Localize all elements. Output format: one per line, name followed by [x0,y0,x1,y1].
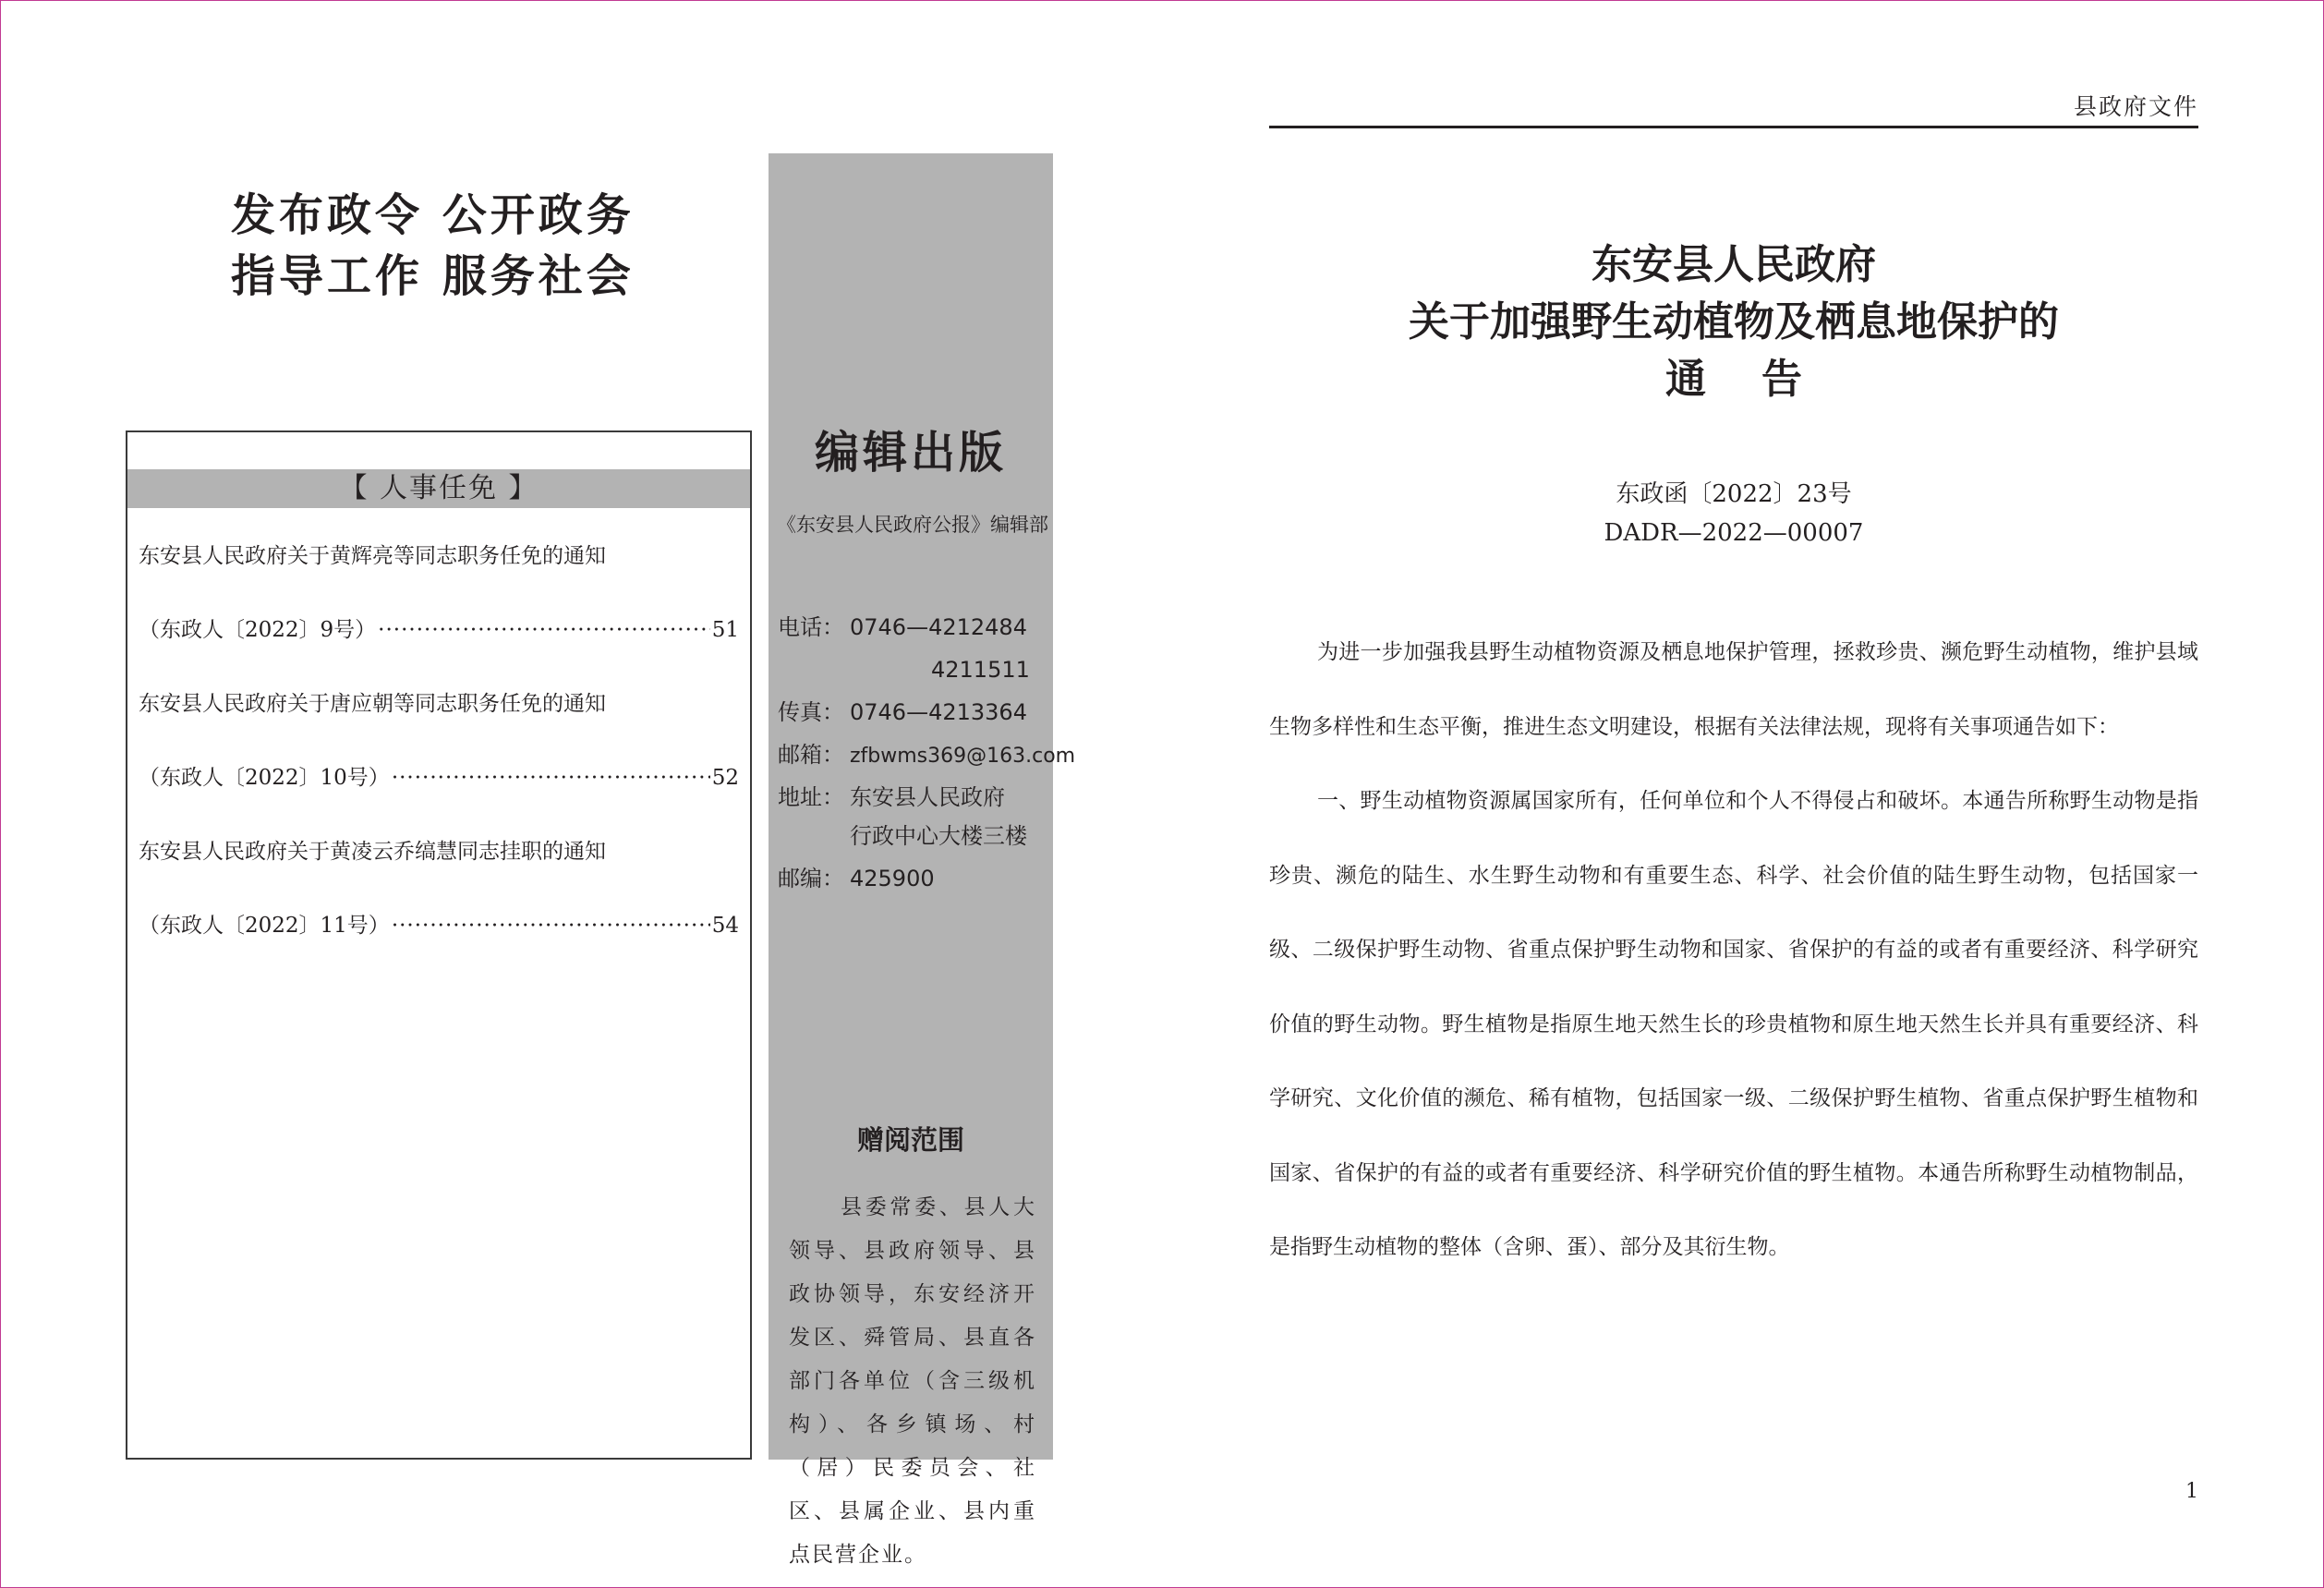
toc-item[interactable] [139,830,739,977]
toc-item-ref: （东政人〔2022〕11号） [139,914,390,938]
fax-value: 0746—4213364 [850,699,1027,725]
toc-item-ref: （东政人〔2022〕9号） [139,618,377,642]
email-value[interactable]: zfbwms369@163.com [850,745,1076,768]
address-value: 东安县人民政府 [850,784,1005,810]
toc-item[interactable] [139,534,739,682]
phone-value-2: 4211511 [931,657,1030,683]
toc-section-title: 【 人事任免 】 [127,469,750,508]
editorial-side-panel [769,153,1076,1567]
document-number-block [1269,475,2198,552]
toc-item-page: 52 [711,766,739,790]
slogan-line-2: 指导工作 服务社会 [231,250,635,302]
postcode-label: 邮编： [778,866,844,891]
address-row [778,776,1049,818]
distribution-title: 赠阅范围 [856,1124,964,1156]
page-number: 1 [2185,1480,2198,1503]
title-line-2: 关于加强野生动植物及栖息地保护的 [1409,298,2059,345]
body-paragraph: 为进一步加强我县野生动植物资源及栖息地保护管理，拯救珍贵、濒危野生动植物，维护县域生物多样性和生态平衡，推进生态文明建设，根据有关法律法规，现将有关事项通告如下： [1269,640,2198,739]
slogan [231,185,748,307]
distribution-text: 县委常委、县人大领导、县政府领导、县政协领导，东安经济开发区、舜管局、县直各部门各单位（含三级机构）、各乡镇场、村（居）民委员会、社区、县属企业、县内重点民营企业。 [789,1195,1036,1567]
phone-row [778,606,1049,649]
address-label: 地址： [778,784,844,810]
postcode-row [778,857,1049,900]
toc-item-title: 东安县人民政府关于唐应朝等同志职务任免的通知 [139,692,606,716]
toc-item[interactable] [139,682,739,830]
table-of-contents [126,430,752,1460]
body-paragraph: 一、野生动植物资源属国家所有，任何单位和个人不得侵占和破坏。本通告所称野生动物是指珍贵、濒危的陆生、水生野生动物和有重要生态、科学、社会价值的陆生野生动物，包括国家一级、二级保护野生动物、省重点保护野生动物和国家、省保护的有益的或者有重要经济、科学研究价值的野生动物。野生植物是指原生地天然生长的珍贵植物和原生地天然生长并具有重要经济、科学研究、文化价值的濒危、稀有植物，包括国家一级、二级保护野生植物、省重点保护野生植物和国家、省保护的有益的或者有重要经济、科学研究价值的野生植物。本通告所称野生动植物制品，是指野生动植物的整体（含卵、蛋）、部分及其衍生物。 [1269,789,2198,1259]
title-line-1: 东安县人民政府 [1592,241,1876,288]
phone-value: 0746—4212484 [850,614,1027,640]
document-body [1269,615,2198,1285]
document-number: 东政函〔2022〕23号 [1616,480,1852,508]
email-row [778,733,1076,778]
email-label: 邮箱： [778,742,844,768]
toc-item-ref-line [139,903,739,977]
toc-list [139,534,739,977]
phone-label: 电话： [778,614,844,640]
address-row-2 [778,815,1049,857]
toc-leader-dots [392,756,710,800]
address-value-2: 行政中心大楼三楼 [850,823,1027,849]
toc-item-page: 54 [711,914,739,938]
running-header-text: 县政府文件 [2073,93,2198,120]
toc-item-ref-line [139,756,739,830]
toc-leader-dots [378,608,710,652]
fax-label: 传真： [778,699,844,725]
side-panel-title: 编辑出版 [814,427,1007,479]
phone-row-2 [778,649,1049,691]
toc-item-title: 东安县人民政府关于黄凌云乔缟慧同志挂职的通知 [139,840,606,864]
title-line-3: 通告 [1665,356,1858,403]
editor-name: 《东安县人民政府公报》编辑部 [777,514,1048,536]
document-code: DADR—2022—00007 [1604,519,1864,547]
toc-leader-dots [392,903,710,948]
toc-item-title: 东安县人民政府关于黄辉亮等同志职务任免的通知 [139,544,606,568]
postcode-value: 425900 [850,866,935,891]
running-header [1269,89,2198,128]
document-title [1269,236,2198,408]
toc-item-ref: （东政人〔2022〕10号） [139,766,390,790]
toc-item-page: 51 [711,618,739,642]
fax-row [778,691,1049,733]
toc-item-ref-line [139,608,739,682]
slogan-line-1: 发布政令 公开政务 [231,189,635,241]
